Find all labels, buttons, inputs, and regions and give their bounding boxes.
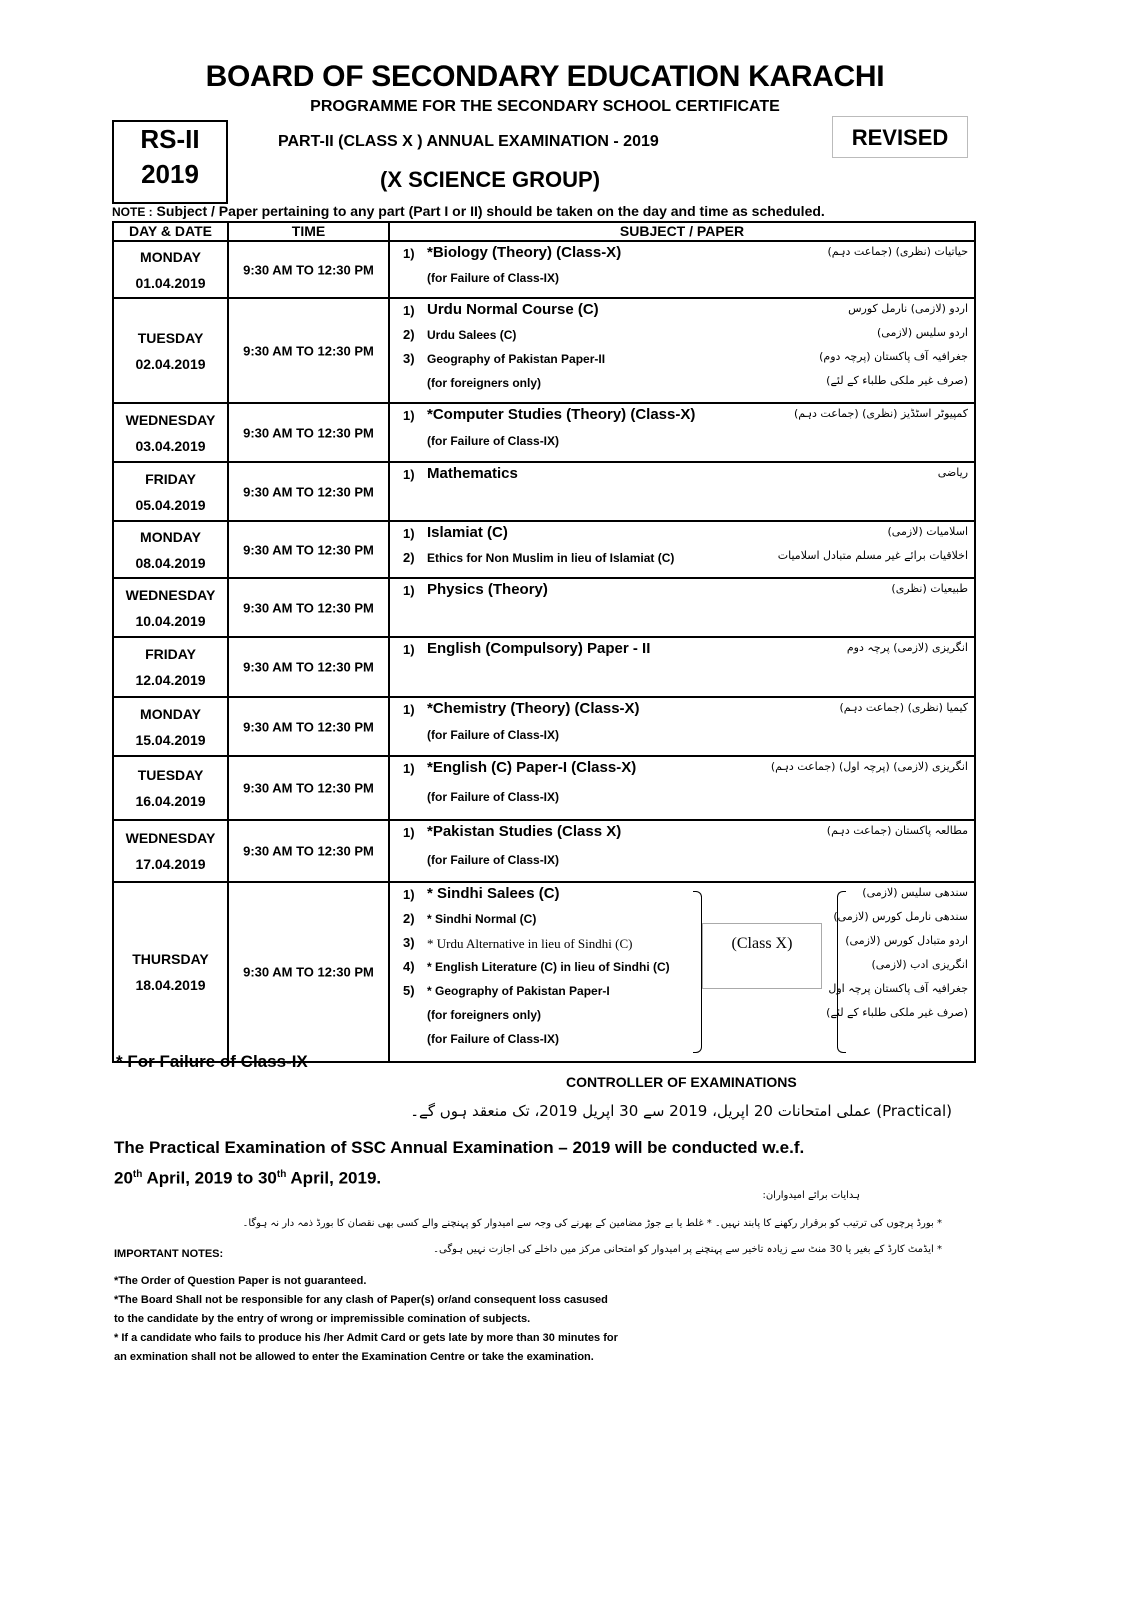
exam-date: 16.04.2019 <box>135 793 206 809</box>
exam-date: 02.04.2019 <box>135 355 206 372</box>
table-row <box>113 521 975 578</box>
subject-cell <box>389 882 975 1062</box>
exam-time: 9:30 AM TO 12:30 PM <box>243 600 374 615</box>
table-row <box>113 298 975 403</box>
table-row <box>113 578 975 637</box>
important-notes-title: IMPORTANT NOTES: <box>114 1248 224 1260</box>
subject-line <box>390 299 974 323</box>
day-name: FRIDAY <box>145 646 196 662</box>
subject-line <box>390 723 974 748</box>
day-date-cell <box>113 298 228 403</box>
urdu-instructions-title: ہدایات برائے امیدواران: <box>762 1190 860 1201</box>
subject-urdu: کیمیا (نظری) (جماعت دہم) <box>839 701 968 714</box>
note-item: *The Order of Question Paper is not guaranteed. <box>114 1275 367 1287</box>
header-subject: SUBJECT / PAPER <box>389 222 975 241</box>
table-row <box>113 756 975 820</box>
table-row <box>113 403 975 462</box>
subject-urdu: اردو (لازمی) نارمل کورس <box>848 302 968 315</box>
table-row <box>113 241 975 298</box>
exam-time: 9:30 AM TO 12:30 PM <box>243 542 374 557</box>
exam-date: 01.04.2019 <box>135 274 206 291</box>
subject-urdu: اخلاقیات برائے غیر مسلم متبادل اسلامیات <box>777 549 968 562</box>
subject-urdu: اردو سلیس (لازمی) <box>876 326 968 339</box>
subject-urdu: اسلامیات (لازمی) <box>887 525 968 538</box>
subject-cell <box>389 521 975 578</box>
urdu-instruction-1: * بورڈ پرچوں کی ترتیب کو برقرار رکھنے کا پابند نہیں۔ * غلط یا بے جوڑ مضامین کے بھرنے کی وجہ سے امیدوار کو پہنچنے والے کسی بھی نقصان کا بورڈ ذمہ دار نہ ہوگا۔ <box>242 1218 942 1229</box>
time-cell <box>228 756 389 820</box>
subject-line <box>390 757 974 785</box>
subject-cell <box>389 241 975 298</box>
subject-english: (for Failure of Class-IX) <box>427 853 560 867</box>
day-name: THURSDAY <box>132 951 209 967</box>
urdu-instruction-2: * ایڈمٹ کارڈ کے بغیر یا 30 منٹ سے زیادہ تاخیر سے پہنچنے پر امیدوار کو امتحانی مرکز میں داخلے کی اجازت نہیں ہوگی۔ <box>433 1244 942 1255</box>
subject-english: * Sindhi Salees (C) <box>427 885 560 902</box>
subject-urdu: کمپیوٹر اسٹڈیز (نظری) (جماعت دہم) <box>793 407 968 420</box>
subject-english: * Sindhi Normal (C) <box>427 912 537 926</box>
practical-line-1: The Practical Examination of SSC Annual Examination – 2019 will be conducted w.e.f. <box>114 1138 805 1157</box>
subject-line <box>390 463 974 488</box>
subject-number: 1) <box>403 526 415 541</box>
day-date-cell <box>113 403 228 462</box>
subject-english: Geography of Pakistan Paper-II <box>427 352 606 366</box>
subject-english: Islamiat (C) <box>427 524 508 541</box>
left-brace <box>837 891 846 1053</box>
programme-subtitle: PROGRAMME FOR THE SECONDARY SCHOOL CERTIFICATE <box>310 98 780 115</box>
subject-line <box>390 955 974 979</box>
subject-urdu: حیاتیات (نظری) (جماعت دہم) <box>827 245 968 258</box>
exam-time: 9:30 AM TO 12:30 PM <box>243 343 374 358</box>
subject-english: Physics (Theory) <box>427 581 548 598</box>
exam-time: 9:30 AM TO 12:30 PM <box>243 659 374 675</box>
table-row <box>113 462 975 521</box>
subject-line <box>390 604 974 629</box>
exam-time: 9:30 AM TO 12:30 PM <box>243 964 374 980</box>
subject-cell <box>389 637 975 697</box>
group-heading: (X SCIENCE GROUP) <box>380 167 601 192</box>
subject-line <box>390 907 974 931</box>
subject-cell <box>389 298 975 403</box>
subject-urdu: اردو متبادل کورس (لازمی) <box>845 934 968 947</box>
schedule-year: 2019 <box>141 159 199 190</box>
subject-cell <box>389 403 975 462</box>
exam-date: 10.04.2019 <box>135 612 206 629</box>
subject-urdu: (صرف غیر ملکی طلباء کے لئے) <box>826 1006 968 1019</box>
table-row <box>113 637 975 697</box>
subject-number: 1) <box>403 408 415 423</box>
subject-urdu: سندھی سلیس (لازمی) <box>862 886 968 899</box>
subject-number: 1) <box>403 246 415 261</box>
subject-english: *Pakistan Studies (Class X) <box>427 823 622 840</box>
subject-number: 1) <box>403 887 415 902</box>
subject-number: 2) <box>403 327 415 342</box>
schedule-code-box <box>112 120 228 204</box>
day-date-cell <box>113 521 228 578</box>
time-cell <box>228 521 389 578</box>
day-name: WEDNESDAY <box>125 411 216 428</box>
practical-english-notice <box>114 1134 914 1192</box>
subject-number: 1) <box>403 467 415 482</box>
exam-time: 9:30 AM TO 12:30 PM <box>243 425 374 440</box>
subject-number: 1) <box>403 825 415 840</box>
practical-end-text: April, 2019. <box>286 1168 382 1188</box>
subject-line <box>390 546 974 570</box>
subject-urdu: انگریزی ادب (لازمی) <box>871 958 968 971</box>
note-item: * If a candidate who fails to produce his /her Admit Card or gets late by more than 30 minutes for <box>114 1332 618 1344</box>
day-date-cell <box>113 462 228 521</box>
subject-english: (for foreigners only) <box>427 376 542 390</box>
subject-line <box>390 931 974 955</box>
subject-line <box>390 522 974 546</box>
exam-time: 9:30 AM TO 12:30 PM <box>243 843 374 859</box>
subject-english: Urdu Normal Course (C) <box>427 301 599 318</box>
exam-date: 17.04.2019 <box>135 856 206 872</box>
subject-number: 2) <box>403 911 415 926</box>
subject-line <box>390 848 974 875</box>
note-item: to the candidate by the entry of wrong or impremissible comination of subjects. <box>114 1313 531 1325</box>
subject-number: 1) <box>403 642 415 657</box>
day-name: FRIDAY <box>145 470 196 487</box>
time-cell <box>228 462 389 521</box>
subject-number: 4) <box>403 959 415 974</box>
subject-line <box>390 785 974 813</box>
subject-line <box>390 404 974 429</box>
subject-english: *Computer Studies (Theory) (Class-X) <box>427 406 696 423</box>
table-row <box>113 697 975 756</box>
day-name: TUESDAY <box>137 767 204 783</box>
subject-urdu: انگریزی (لازمی) (پرچہ اول) (جماعت دہم) <box>770 760 968 773</box>
day-name: MONDAY <box>140 248 201 265</box>
table-header-row <box>113 222 975 241</box>
day-date-cell <box>113 820 228 882</box>
subject-cell <box>389 462 975 521</box>
schedule-code: RS-II <box>140 124 200 154</box>
day-date-cell <box>113 697 228 756</box>
subject-number: 1) <box>403 583 415 598</box>
table-row <box>113 882 975 1062</box>
time-cell <box>228 820 389 882</box>
important-notes <box>114 1272 694 1367</box>
subject-cell <box>389 578 975 637</box>
exam-date: 15.04.2019 <box>135 731 206 748</box>
day-name: MONDAY <box>140 705 201 722</box>
subject-english: (for Failure of Class-IX) <box>427 434 560 448</box>
subject-line <box>390 821 974 848</box>
subject-english: English (Compulsory) Paper - II <box>427 640 651 657</box>
practical-start-day: 20 <box>114 1168 133 1188</box>
exam-time: 9:30 AM TO 12:30 PM <box>243 719 374 734</box>
failure-footnote: * For Failure of Class-IX <box>116 1052 308 1071</box>
board-title: BOARD OF SECONDARY EDUCATION KARACHI <box>205 60 885 93</box>
subject-line <box>390 347 974 371</box>
subject-urdu: انگریزی (لازمی) پرچہ دوم <box>846 641 968 654</box>
subject-english: (for Failure of Class-IX) <box>427 728 560 742</box>
subject-number: 1) <box>403 303 415 318</box>
subject-line <box>390 323 974 347</box>
subject-number: 2) <box>403 550 415 565</box>
right-brace <box>693 891 702 1053</box>
subject-line <box>390 1027 974 1051</box>
header-time: TIME <box>228 222 389 241</box>
ordinal-suffix: th <box>276 1169 287 1180</box>
practical-middle-text: April, 2019 to 30 <box>142 1168 277 1188</box>
day-name: WEDNESDAY <box>125 830 216 846</box>
exam-date: 12.04.2019 <box>135 672 206 688</box>
exam-time: 9:30 AM TO 12:30 PM <box>243 262 374 277</box>
subject-line <box>390 638 974 664</box>
subject-english: (for Failure of Class-IX) <box>427 790 560 804</box>
note-text: Subject / Paper pertaining to any part (Part I or II) should be taken on the day and time as scheduled. <box>152 203 825 219</box>
subject-urdu: سندھی نارمل کورس (لازمی) <box>833 910 968 923</box>
note-line <box>112 203 825 219</box>
subject-english: Ethics for Non Muslim in lieu of Islamiat (C) <box>427 551 675 565</box>
controller-signature: CONTROLLER OF EXAMINATIONS <box>566 1074 797 1090</box>
subject-number: 3) <box>403 935 415 950</box>
note-label: NOTE : <box>112 205 153 219</box>
day-date-cell <box>113 637 228 697</box>
subject-cell <box>389 820 975 882</box>
day-name: WEDNESDAY <box>125 586 216 603</box>
subject-urdu: مطالعہ پاکستان (جماعت دہم) <box>826 824 968 837</box>
subject-english: (for Failure of Class-IX) <box>427 1032 560 1046</box>
subject-number: 3) <box>403 351 415 366</box>
time-cell <box>228 241 389 298</box>
schedule-table <box>112 221 976 1063</box>
time-cell <box>228 637 389 697</box>
subject-english: Mathematics <box>427 465 518 482</box>
part-heading: PART-II (CLASS X ) ANNUAL EXAMINATION - 2019 <box>278 133 659 150</box>
subject-urdu: جغرافیہ آف پاکستان (پرچہ دوم) <box>819 350 968 363</box>
subject-english: Urdu Salees (C) <box>427 328 517 342</box>
practical-urdu-notice: (Practical) عملی امتحانات 20 اپریل، 2019 سے 30 اپریل 2019، تک منعقد ہوں گے۔ <box>410 1102 952 1120</box>
time-cell <box>228 578 389 637</box>
subject-line <box>390 488 974 513</box>
subject-english: * Geography of Pakistan Paper-I <box>427 984 610 998</box>
time-cell <box>228 697 389 756</box>
schedule-body <box>113 241 975 1062</box>
day-date-cell <box>113 756 228 820</box>
exam-date: 08.04.2019 <box>135 554 206 571</box>
day-name: MONDAY <box>140 528 201 545</box>
note-item: an exmination shall not be allowed to enter the Examination Centre or take the examination. <box>114 1351 594 1363</box>
subject-line <box>390 371 974 395</box>
revised-stamp: REVISED <box>832 116 968 158</box>
subject-number: 1) <box>403 761 415 776</box>
class-x-label: (Class X) <box>702 923 822 989</box>
subject-line <box>390 579 974 604</box>
subject-line <box>390 242 974 266</box>
subject-line <box>390 1003 974 1027</box>
exam-time: 9:30 AM TO 12:30 PM <box>243 780 374 796</box>
exam-date: 18.04.2019 <box>135 977 206 993</box>
subject-line <box>390 979 974 1003</box>
exam-date: 03.04.2019 <box>135 437 206 454</box>
time-cell <box>228 882 389 1062</box>
subject-urdu: جغرافیہ آف پاکستان پرچہ اول <box>828 982 968 995</box>
practical-line-2 <box>114 1161 914 1192</box>
header-day: DAY & DATE <box>113 222 228 241</box>
subject-english: *Chemistry (Theory) (Class-X) <box>427 700 640 717</box>
subject-english: *English (C) Paper-I (Class-X) <box>427 759 637 776</box>
day-date-cell <box>113 882 228 1062</box>
day-date-cell <box>113 578 228 637</box>
subject-english: (for Failure of Class-IX) <box>427 271 560 285</box>
subject-cell <box>389 756 975 820</box>
subject-line <box>390 429 974 454</box>
ordinal-suffix: th <box>132 1169 143 1180</box>
subject-english: * English Literature (C) in lieu of Sindhi (C) <box>427 960 670 974</box>
note-item: *The Board Shall not be responsible for any clash of Paper(s) or/and consequent loss casused <box>114 1294 608 1306</box>
subject-urdu: (صرف غیر ملکی طلباء کے لئے) <box>826 374 968 387</box>
exam-date: 05.04.2019 <box>135 496 206 513</box>
subject-english: (for foreigners only) <box>427 1008 542 1022</box>
day-name: TUESDAY <box>137 329 204 346</box>
subject-number: 5) <box>403 983 415 998</box>
subject-urdu: طبیعیات (نظری) <box>891 582 968 595</box>
table-row <box>113 820 975 882</box>
time-cell <box>228 298 389 403</box>
subject-line <box>390 698 974 723</box>
subject-urdu: ریاضی <box>937 466 968 479</box>
subject-number: 1) <box>403 702 415 717</box>
subject-line <box>390 883 974 907</box>
time-cell <box>228 403 389 462</box>
subject-cell <box>389 697 975 756</box>
exam-time: 9:30 AM TO 12:30 PM <box>243 484 374 499</box>
subject-line <box>390 266 974 290</box>
subject-english: * Urdu Alternative in lieu of Sindhi (C) <box>427 936 633 951</box>
day-date-cell <box>113 241 228 298</box>
subject-line <box>390 664 974 690</box>
subject-english: *Biology (Theory) (Class-X) <box>427 244 622 261</box>
